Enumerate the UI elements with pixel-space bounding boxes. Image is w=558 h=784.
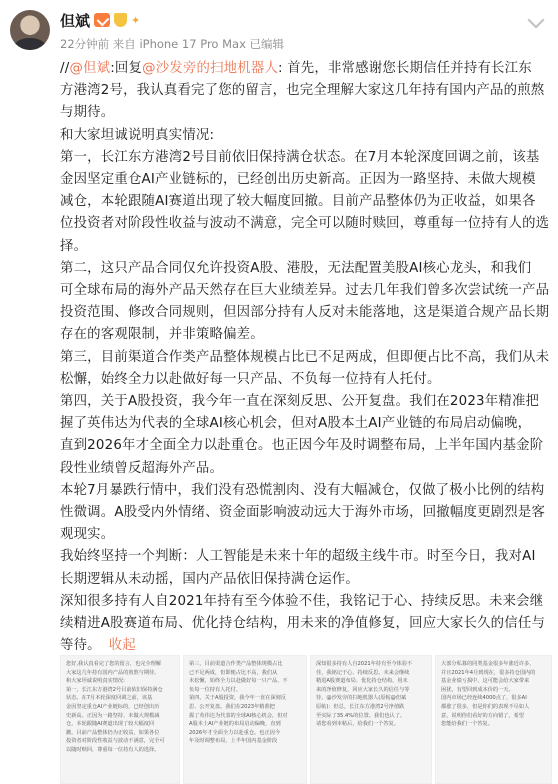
post-paragraph (60, 347, 552, 391)
thumbnail-line: 第一，长江东方港湾2号目前依旧保持满仓 (66, 686, 163, 693)
post-paragraph (60, 480, 552, 547)
image-thumbnails (60, 655, 552, 784)
thumbnail-line: 史新高。正因为一路坚持、未做大规模减 (66, 712, 160, 719)
paragraph-line: 本轮7月暴跌行情中，我们没有恐慌割肉、没有大幅减仓，仅做了极小比例的结构 (60, 482, 545, 498)
post-content (60, 58, 552, 657)
paragraph-line: 我始终坚持一个判断：人工智能是未来十年的超级主线牛市。时至今日，我对AI (60, 549, 536, 565)
thumbnail-line: 已不足两成，但即便占比不高，我们从 (189, 669, 278, 676)
thumbnail-line: 来的净值修复，回应大家长久的信任与等 (316, 686, 410, 693)
paragraph-line: 握了英伟达为代表的全球AI核心机会，但对A股本土AI产业链的布局启动偏晚， (60, 416, 532, 432)
thumbnail-line: 困扰，有望回到成本价的一天。 (441, 686, 514, 693)
paragraph-line: 观现实。 (60, 527, 115, 543)
reply-word: :回复 (110, 61, 143, 76)
paragraph-line: 段性业绩曾反超海外产品。 (60, 460, 224, 476)
paragraph-line: 减仓，本轮跟随AI赛道出现了较大幅度回撤。目前产品整体仍为正收益，如果各 (60, 194, 536, 210)
paragraph-line: 和大家坦诚说明真实情况: (60, 127, 215, 143)
thumbnail-line: 您能给我们一个答复。 (441, 721, 493, 728)
thumbnail-image[interactable] (183, 655, 307, 784)
paragraph-line: 长期逻辑从未动摇，国内产品依旧保持满仓运作。 (60, 571, 359, 587)
thumbnail-line: 撤。目前产品整体仍为正收益，如果各位 (66, 729, 160, 736)
thumbnail-line: 并且2021年4月到现在，很多持仓国内的 (441, 669, 536, 676)
thumbnail-line: A股本土AI产业链的布局启动偏晚，直到 (189, 721, 281, 728)
author-name[interactable]: 但斌 (60, 11, 91, 30)
reply-text: 与期待。 (60, 105, 115, 121)
post-paragraph (60, 147, 552, 258)
paragraph-line: 第四，关于A股投资，我今年一直在深刻反思、公开复盘。我们在2023年精准把 (60, 394, 540, 410)
paragraph-line: 第一，长江东方港湾2号目前依旧保持满仓状态。在7月本轮深度回调之前，该基 (60, 149, 540, 165)
thumbnail-line: 都涨了很多，但是你们的表现不尽如人 (441, 703, 530, 710)
chevron-down-icon[interactable] (528, 12, 546, 24)
paragraph-line: 位投资者对阶段性收益与波动不满意，完全可以随时赎回，尊重每一位持有人的选 (60, 216, 550, 232)
post-paragraph (60, 591, 552, 658)
paragraph-line: 续精进A股赛道布局、优化持仓结构，用未来的净值修复，回应大家长久的信任与 (60, 616, 546, 632)
paragraph-line: 第二，这只产品合同仅允许投资A股、港股，无法配置美股AI核心龙头，和我们 (60, 260, 532, 276)
thumbnail-line: 请您看到本帖后，给我们一个答复。 (316, 721, 400, 728)
paragraph-line: 金因坚定重仓AI产业链标的，已经创出历史新高。正因为一路坚持、未做大规模 (60, 172, 536, 188)
star-badge-icon: ✦ (131, 13, 141, 27)
shield-badge-icon (114, 13, 127, 27)
thumbnail-line: 思、公开复盘。我们在2023年精准把 (189, 703, 275, 710)
thumbnail-line: 精进A股赛道布局、优化持仓结构，用未 (316, 678, 408, 685)
thumbnail-line: 至实际了35.4%的位置。我们也认了。 (316, 712, 406, 719)
thumbnail-line: 基金业绩亏损中，这可能会给大家带来 (441, 678, 530, 685)
reply-text: : 首先，非常感谢您长期信任并持有长江东 (278, 61, 532, 76)
thumbnail-line: 深知很多持有人自2021年持有至今体验不 (316, 661, 413, 667)
thumbnail-line: 投资者对阶段性收益与波动不满意，完全可 (66, 738, 165, 745)
thumbnail-line: 第四，关于A股投资，我今年一直在深刻反 (189, 695, 286, 702)
thumbnail-line: 第三，目前渠道合作类产品整体规模占比 (189, 661, 283, 667)
thumbnail-text (436, 656, 551, 733)
post-paragraphs (60, 125, 552, 658)
collapse-link[interactable]: 收起 (108, 638, 136, 654)
thumbnail-line: 佳，我铭记于心、持续反思。未来会继续 (316, 669, 410, 676)
post-paragraph (60, 258, 552, 347)
thumbnail-line: 大部分私募的同类基金很多年涨近许多， (441, 661, 535, 667)
paragraph-line: 松懈，始终全力以赴做好每一只产品、不负每一位持有人托付。 (60, 371, 441, 387)
thumbnail-line: 您好,我认真看完了您的留言，也完全理解 (66, 661, 162, 667)
thumbnail-line: 意，说明你们看好的方向错了，希望 (441, 712, 525, 719)
thumbnail-line: 金因坚定重仓AI产业链标的，已经创出历 (66, 703, 160, 710)
post-paragraph (60, 546, 552, 590)
reply-text: 方港湾2号，我认真看完了您的留言，也完全理解大家这几年持有国内产品的煎熬 (60, 83, 545, 99)
verified-badge-icon (94, 13, 110, 27)
thumbnail-line: 仓，本轮跟随AI赛道出现了较大幅度回 (66, 721, 155, 728)
thumbnail-line: 2026年才全面全力以赴重仓。也正因今 (189, 729, 281, 736)
paragraph-line: 第三，目前渠道合作类产品整体规模占比已不足两成，但即便占比不高，我们从未 (60, 349, 550, 365)
thumbnail-line: 国内市场已经连续4000点了，很多AI (441, 695, 527, 702)
thumbnail-image[interactable] (60, 655, 180, 784)
thumbnail-line: 原帖)：但总，长江东方港湾2号净值跌 (316, 703, 405, 710)
reply-paragraph (60, 58, 552, 125)
thumbnail-line: 握了英伟达为代表的全球AI核心机会，但对 (189, 712, 288, 719)
paragraph-line: 存在的客观限制，并非策略偏差。 (60, 327, 264, 343)
thumbnail-line: 未松懈，始终全力以赴做好每一只产品、不 (189, 678, 288, 685)
thumbnail-image[interactable] (310, 655, 432, 784)
paragraph-line: 择。 (60, 238, 88, 254)
mention-author-link[interactable]: @但斌 (69, 61, 111, 76)
paragraph-line: 可全球布局的海外产品天然存在巨大业绩差异。过去几年我们曾多次尝试统一产品 (60, 283, 550, 299)
thumbnail-image[interactable] (435, 655, 552, 784)
post-paragraph (60, 125, 552, 147)
post-paragraph (60, 391, 552, 480)
author-row (60, 9, 140, 31)
thumbnail-text (311, 656, 431, 733)
post-header (0, 0, 558, 58)
thumbnail-line: 负每一位持有人托付。 (189, 686, 241, 693)
paragraph-line: 深知很多持有人自2021年持有至今体验不佳，我铭记于心、持续反思。未来会继 (60, 593, 544, 609)
paragraph-line: 性微调。A股受内外情绪、资金面影响波动远大于海外市场，回撤幅度更剧烈是客 (60, 505, 546, 521)
avatar[interactable] (10, 10, 50, 50)
paragraph-line: 等待。 (60, 638, 101, 654)
thumbnail-line: 待。@沙发旁的扫地机器人(原帖@但斌 (316, 695, 407, 702)
paragraph-line: 投资范围、修改合同规则，但因部分持有人反对未能落地，这是渠道合规产品长期 (60, 305, 550, 321)
thumbnail-text (184, 656, 306, 750)
thumbnail-line: 和大家坦诚说明真实情况: (66, 678, 125, 685)
thumbnail-line: 以随时赎回，尊重每一位持有人的选择。 (66, 746, 160, 753)
mention-user-link[interactable]: @沙发旁的扫地机器人 (142, 61, 279, 76)
thumbnail-line: 年及时调整布局，上半年国内基金阶段 (189, 738, 278, 745)
paragraph-line: 直到2026年才全面全力以赴重仓。也正因今年及时调整布局，上半年国内基金阶 (60, 438, 544, 454)
repost-prefix: // (60, 61, 70, 76)
post-meta: 22分钟前 来自 iPhone 17 Pro Max 已编辑 (60, 37, 285, 51)
thumbnail-text (61, 656, 179, 759)
avatar-figure (14, 38, 46, 50)
thumbnail-line: 状态。在7月本轮深度回调之前，该基 (66, 695, 153, 702)
thumbnail-line: 大家这几年持有国内产品的煎熬与期待。 (66, 669, 160, 676)
